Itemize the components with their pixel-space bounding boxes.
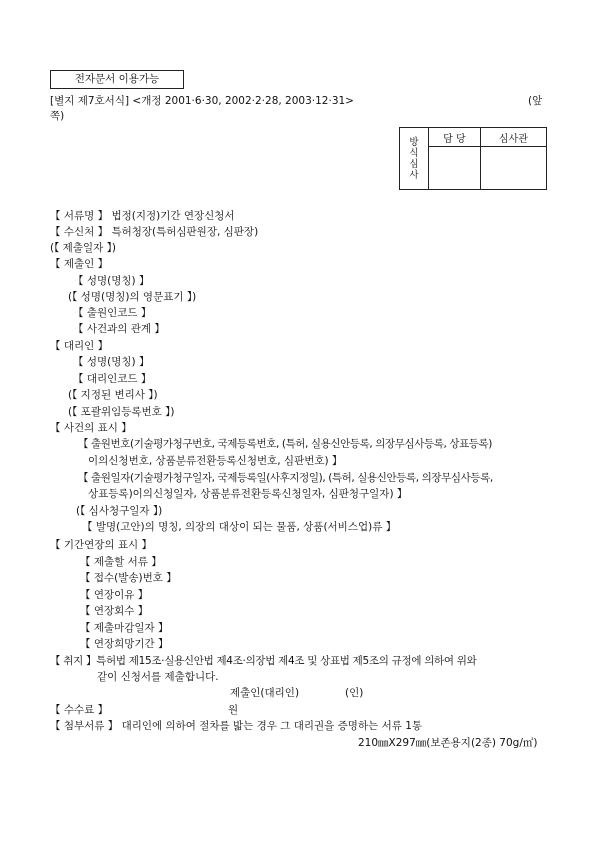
- form-number: [별지 제7호서식] <개정 2001·6·30, 2002·2·28, 2003·12·31>: [50, 95, 354, 107]
- extension-reason: 【 연장이유 】: [80, 589, 149, 601]
- purpose-statement-cont: 같이 신청서를 제출합니다.: [97, 671, 219, 683]
- invention-title: 【 발명(고안)의 명칭, 의장의 대상이 되는 물품, 상품(서비스업)류 】: [82, 521, 397, 533]
- submitter-name: 【 성명(명칭) 】: [73, 275, 150, 287]
- submitter-english-name: (【 성명(명칭)의 영문표기 】): [68, 291, 197, 303]
- purpose-statement: 【 취지 】특허법 제15조·실용신안법 제4조·의장법 제4조 및 상표법 제5조의 규정에 의하여 위와: [50, 655, 477, 667]
- submission-deadline: 【 제출마감일자 】: [80, 622, 169, 634]
- extension-heading: 【 기간연장의 표시 】: [50, 539, 153, 551]
- approval-col-staff: 담 당: [429, 128, 481, 147]
- application-date-cont: 상표등록)이의신청일자, 상품분류전환등록신청일자, 심판청구일자) 】: [88, 488, 408, 500]
- examination-request-date: (【 심사청구일자 】): [76, 505, 163, 517]
- approval-cell-examiner: [480, 147, 546, 190]
- requested-period: 【 연장희망기간 】: [80, 638, 169, 650]
- agent-heading: 【 대리인 】: [50, 340, 109, 352]
- submitter-signature: 제출인(대리인): [230, 687, 300, 699]
- general-power-number: (【 포괄위임등록번호 】): [68, 406, 175, 418]
- approval-col-examiner: 심사관: [480, 128, 546, 147]
- recipient: 【 수신처 】 특허청장(특허심판원장, 심판장): [50, 226, 259, 238]
- applicant-code: 【 출원인코드 】: [73, 307, 152, 319]
- receipt-number: 【 접수(발송)번호 】: [80, 572, 177, 584]
- fee-unit: 원: [228, 704, 239, 716]
- fee-label: 【 수수료 】: [50, 704, 109, 716]
- approval-type-label: 방 식 심 사: [400, 128, 429, 190]
- case-relationship: 【 사건과의 관계 】: [73, 323, 165, 335]
- documents-to-submit: 【 제출할 서류 】: [80, 556, 162, 568]
- approval-box: [399, 127, 547, 190]
- designated-attorney: (【 지정된 변리사 】): [68, 389, 158, 401]
- page-side-label-cont: 쪽): [50, 110, 65, 122]
- application-number-cont: 이의신청번호, 상품분류전환등록신청번호, 심판번호) 】: [88, 455, 343, 467]
- agent-name: 【 성명(명칭) 】: [73, 356, 150, 368]
- agent-code: 【 대리인코드 】: [73, 373, 152, 385]
- document-name: 【 서류명 】 법정(지정)기간 연장신청서: [50, 210, 235, 222]
- submitter-heading: 【 제출인 】: [50, 258, 109, 270]
- extension-count: 【 연장회수 】: [80, 605, 149, 617]
- seal-mark: (인): [345, 687, 364, 699]
- case-heading: 【 사건의 표시 】: [50, 422, 132, 434]
- page-side-label: (앞: [528, 95, 543, 107]
- submission-date: (【 제출일자 】): [50, 242, 116, 254]
- electronic-document-badge: 전자문서 이용가능: [50, 70, 184, 89]
- approval-cell-staff: [429, 147, 481, 190]
- attachments: 【 첨부서류 】 대리인에 의하여 절차를 밟는 경우 그 대리권을 증명하는 서류 1통: [50, 720, 423, 732]
- paper-spec: 210㎜X297㎜(보존용지(2종) 70g/㎡): [358, 737, 538, 749]
- application-number: 【 출원번호(기술평가청구번호, 국제등록번호, (특허, 실용신안등록, 의장무심사등록, 상표등록): [78, 438, 492, 450]
- application-date: 【 출원일자(기술평가청구일자, 국제등록일(사후지정일), (특허, 실용신안등록, 의장무심사등록,: [78, 472, 493, 484]
